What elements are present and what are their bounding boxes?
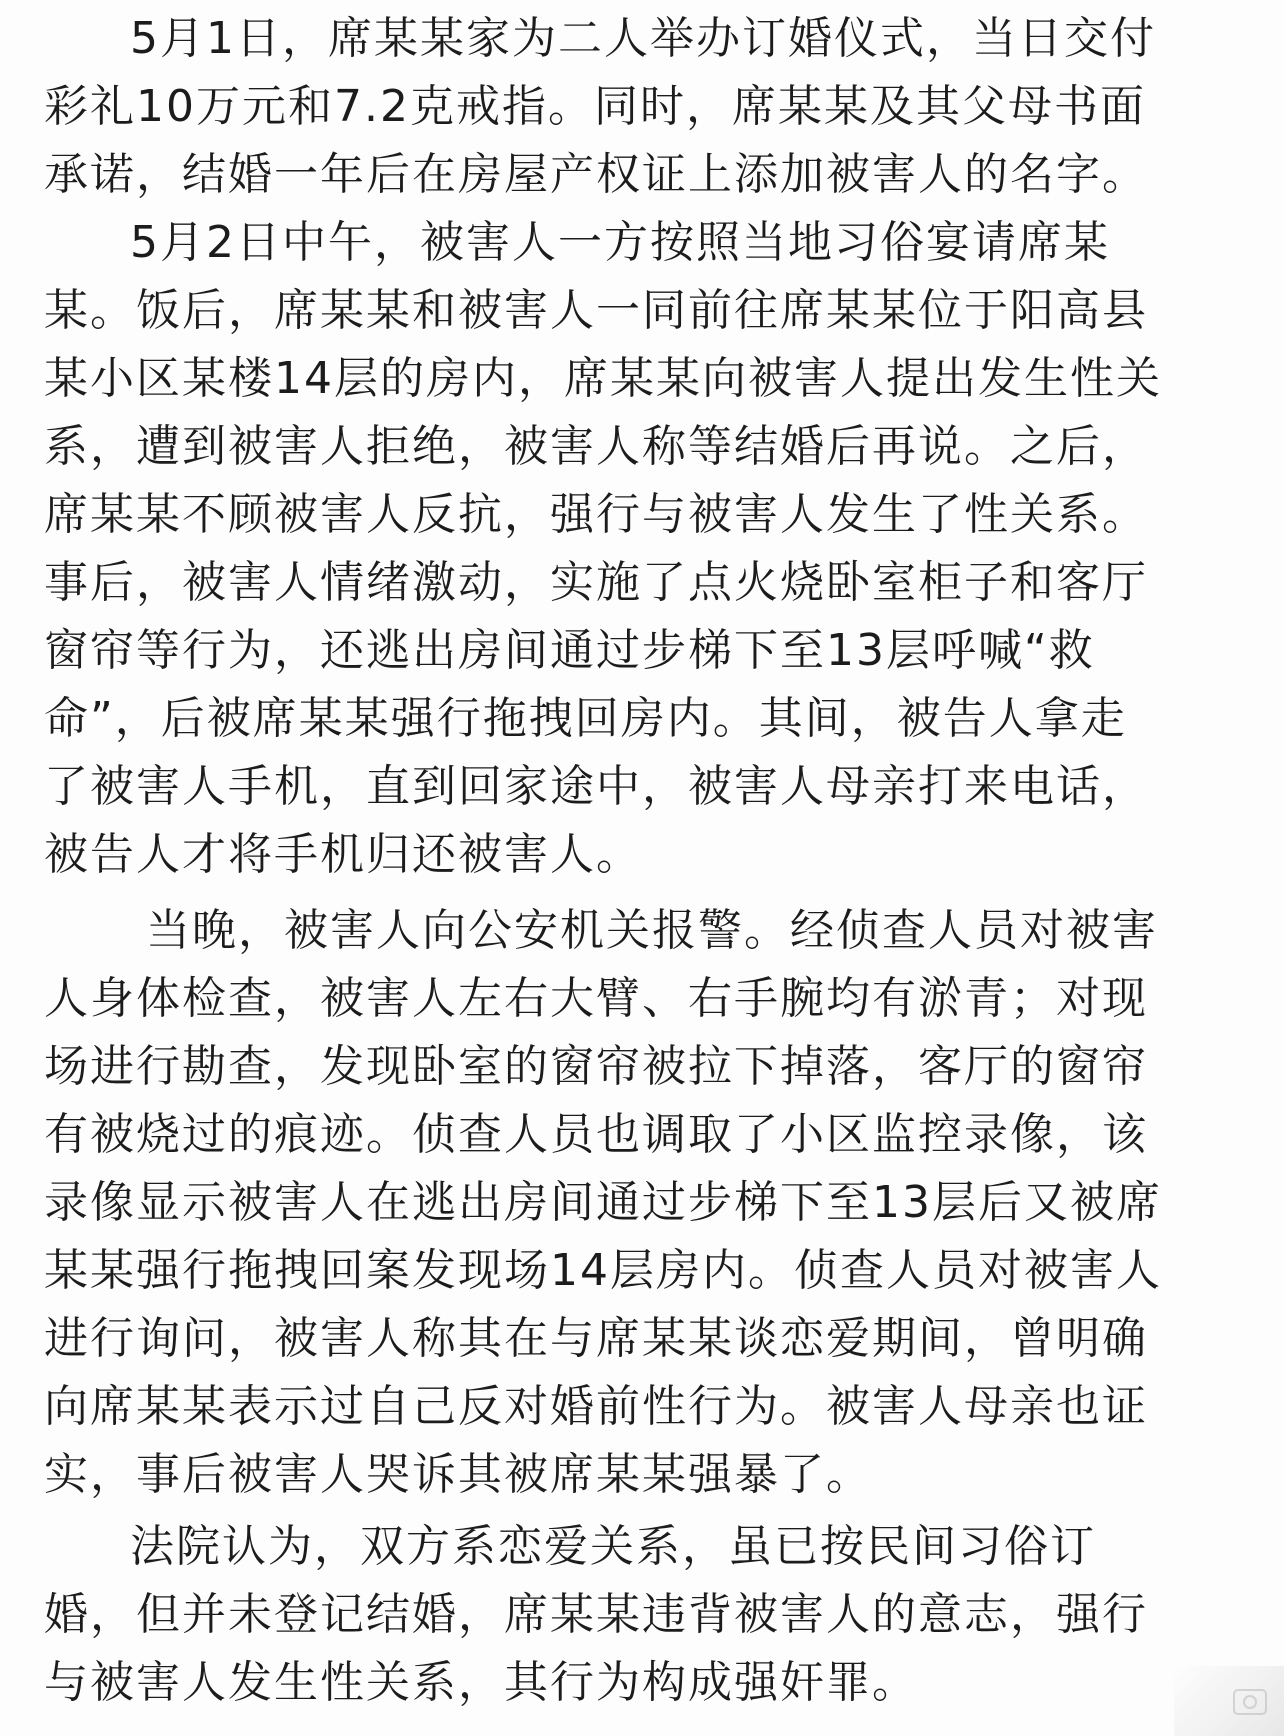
text-line: 有被烧过的痕迹。侦查人员也调取了小区监控录像，该 — [44, 1109, 1148, 1160]
text-line: 婚，但并未登记结婚，席某某违背被害人的意志，强行 — [44, 1589, 1148, 1640]
text-line: 录像显示被害人在逃出房间通过步梯下至13层后又被席 — [44, 1177, 1162, 1228]
text-line: 当晚，被害人向公安机关报警。经侦查人员对被害 — [146, 905, 1158, 956]
text-line: 某小区某楼14层的房内，席某某向被害人提出发生性关 — [44, 353, 1162, 404]
text-line: 场进行勘查，发现卧室的窗帘被拉下掉落，客厅的窗帘 — [44, 1041, 1148, 1092]
text-line: 5月1日，席某某家为二人举办订婚仪式，当日交付 — [130, 13, 1156, 64]
text-line: 系，遭到被害人拒绝，被害人称等结婚后再说。之后， — [44, 421, 1148, 472]
text-line: 了被害人手机，直到回家途中，被害人母亲打来电话， — [44, 761, 1148, 812]
text-line: 彩礼10万元和7.2克戒指。同时，席某某及其父母书面 — [44, 81, 1146, 132]
text-line: 5月2日中午，被害人一方按照当地习俗宴请席某 — [130, 217, 1110, 268]
text-line: 人身体检查，被害人左右大臂、右手腕均有淤青；对现 — [44, 973, 1148, 1024]
text-line: 向席某某表示过自己反对婚前性行为。被害人母亲也证 — [44, 1381, 1148, 1432]
text-line: 席某某不顾被害人反抗，强行与被害人发生了性关系。 — [44, 489, 1148, 540]
text-line: 事后，被害人情绪激动，实施了点火烧卧室柜子和客厅 — [44, 557, 1148, 608]
text-line: 某某强行拖拽回案发现场14层房内。侦查人员对被害人 — [44, 1245, 1162, 1296]
text-line: 被告人才将手机归还被害人。 — [44, 829, 642, 880]
text-line: 窗帘等行为，还逃出房间通过步梯下至13层呼喊“救 — [44, 625, 1095, 676]
text-line: 与被害人发生性关系，其行为构成强奸罪。 — [44, 1657, 918, 1708]
text-line: 进行询问，被害人称其在与席某某谈恋爱期间，曾明确 — [44, 1313, 1148, 1364]
text-line: 某。饭后，席某某和被害人一同前往席某某位于阳高县 — [44, 285, 1148, 336]
watermark-icon — [1230, 1682, 1270, 1722]
text-line: 命”，后被席某某强行拖拽回房内。其间，被告人拿走 — [44, 693, 1127, 744]
text-line: 法院认为，双方系恋爱关系，虽已按民间习俗订 — [130, 1521, 1096, 1572]
text-line: 实，事后被害人哭诉其被席某某强暴了。 — [44, 1449, 872, 1500]
text-line: 承诺，结婚一年后在房屋产权证上添加被害人的名字。 — [44, 149, 1148, 200]
